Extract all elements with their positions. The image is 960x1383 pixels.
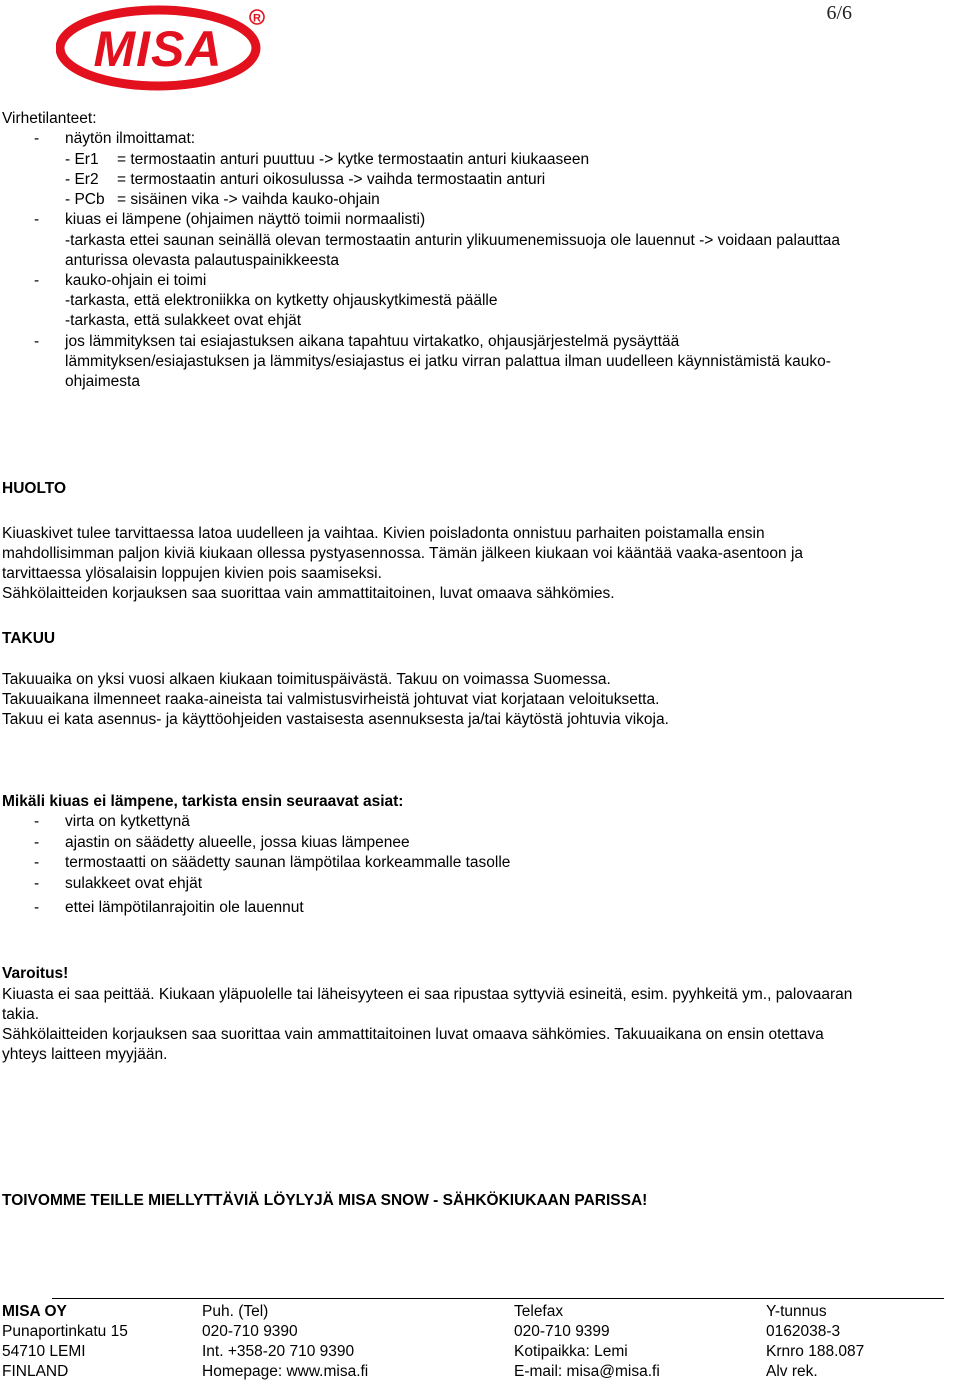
trade-register-number: Krnro 188.087 [766, 1343, 865, 1360]
svg-text:R: R [253, 12, 261, 25]
checklist-item: ettei lämpötilanrajoitin ole lauennut [65, 899, 304, 916]
faults-heading: Virhetilanteet: [2, 110, 97, 127]
warning-text: Sähkölaitteiden korjauksen saa suorittaa vain ammattitaitoinen luvat omaava sähkömies. Takuuaikana on ensin otettava [2, 1026, 824, 1043]
phone-international: Int. +358-20 710 9390 [202, 1343, 355, 1360]
business-id: 0162038-3 [766, 1323, 841, 1340]
page-number: 6/6 [826, 2, 852, 24]
bullet-dash: - [34, 211, 40, 228]
bullet-dash: - [34, 130, 40, 147]
service-text: Sähkölaitteiden korjauksen saa suorittaa vain ammattitaitoinen, luvat omaava sähkömies. [2, 585, 615, 602]
bullet-dash: - [34, 272, 40, 289]
warranty-text: Takuuaika on yksi vuosi alkaen kiukaan toimituspäivästä. Takuu on voimassa Suomessa. [2, 671, 611, 688]
bullet-dash: - [34, 333, 40, 350]
homepage: Homepage: www.misa.fi [202, 1363, 369, 1380]
service-text: Kiuaskivet tulee tarvittaessa latoa uudelleen ja vaihtaa. Kivien poisladonta onnistuu parhaiten poistamalla ensin [2, 525, 765, 542]
fax-number: 020-710 9399 [514, 1323, 610, 1340]
business-id-label: Y-tunnus [766, 1303, 827, 1320]
warning-heading: Varoitus! [2, 965, 69, 982]
domicile: Kotipaikka: Lemi [514, 1343, 628, 1360]
power-cut-line: ohjaimesta [65, 373, 140, 390]
power-cut-line: jos lämmityksen tai esiajastuksen aikana tapahtuu virtakatko, ohjausjärjestelmä pysäyttää [65, 333, 680, 350]
bullet-dash: - [34, 854, 40, 871]
service-heading: HUOLTO [2, 480, 67, 497]
address-street: Punaportinkatu 15 [2, 1323, 128, 1340]
misa-logo [56, 4, 270, 100]
checklist-heading: Mikäli kiuas ei lämpene, tarkista ensin seuraavat asiat: [2, 793, 404, 810]
service-text: tarvittaessa ylösalaisin loppujen kivien pois saamiseksi. [2, 565, 382, 582]
power-cut-line: lämmityksen/esiajastuksen ja lämmitys/esiajastus ei jatku virran palattua ilman uudelleen käynnistämistä kauko- [65, 353, 831, 370]
error-description: = termostaatin anturi puuttuu -> kytke termostaatin anturi kiukaaseen [117, 151, 590, 168]
error-description: = termostaatin anturi oikosulussa -> vaihda termostaatin anturi [117, 171, 546, 188]
bullet-dash: - [34, 899, 40, 916]
error-description: = sisäinen vika -> vaihda kauko-ohjain [117, 191, 380, 208]
warranty-text: Takuuaikana ilmenneet raaka-aineista tai valmistusvirheistä johtuvat viat korjataan veloituksetta. [2, 691, 660, 708]
vat-registered: Alv rek. [766, 1363, 818, 1380]
warranty-text: Takuu ei kata asennus- ja käyttöohjeiden vastaisesta asennuksesta ja/tai käytöstä johtuvia vikoja. [2, 711, 669, 728]
warning-text: takia. [2, 1006, 40, 1023]
svg-text:MISA: MISA [93, 21, 223, 77]
error-code: - Er1 [65, 151, 99, 168]
checklist-item: virta on kytkettynä [65, 813, 190, 830]
closing-message: TOIVOMME TEILLE MIELLYTTÄVIÄ LÖYLYJÄ MISA SNOW - SÄHKÖKIUKAAN PARISSA! [2, 1192, 648, 1209]
check-sensor-line: -tarkasta ettei saunan seinällä olevan termostaatin anturin ylikuumenemissuoja ole lauennut -> voidaan palauttaa [65, 232, 841, 249]
phone-number: 020-710 9390 [202, 1323, 298, 1340]
fax-label: Telefax [514, 1303, 564, 1320]
company-name: MISA OY [2, 1303, 67, 1320]
footer-divider [52, 1298, 944, 1299]
checklist-item: termostaatti on säädetty saunan lämpötilaa korkeammalle tasolle [65, 854, 511, 871]
check-electronics: -tarkasta, että elektroniikka on kytketty ohjauskytkimestä päälle [65, 292, 498, 309]
bullet-dash: - [34, 875, 40, 892]
heater-not-heating: kiuas ei lämpene (ohjaimen näyttö toimii normaalisti) [65, 211, 426, 228]
email: E-mail: misa@misa.fi [514, 1363, 660, 1380]
error-code: - Er2 [65, 171, 99, 188]
error-code: - PCb [65, 191, 105, 208]
warning-text: Kiuasta ei saa peittää. Kiukaan yläpuolelle tai läheisyyteen ei saa ripustaa syttyviä esineitä, esim. pyyhkeitä ym., palovaaran [2, 986, 853, 1003]
bullet-dash: - [34, 834, 40, 851]
check-sensor-line: anturissa olevasta palautuspainikkeesta [65, 252, 340, 269]
remote-not-working: kauko-ohjain ei toimi [65, 272, 207, 289]
address-country: FINLAND [2, 1363, 69, 1380]
check-fuses: -tarkasta, että sulakkeet ovat ehjät [65, 312, 302, 329]
checklist-item: ajastin on säädetty alueelle, jossa kiuas lämpenee [65, 834, 410, 851]
address-city: 54710 LEMI [2, 1343, 86, 1360]
display-messages-label: näytön ilmoittamat: [65, 130, 196, 147]
checklist-item: sulakkeet ovat ehjät [65, 875, 203, 892]
bullet-dash: - [34, 813, 40, 830]
phone-label: Puh. (Tel) [202, 1303, 269, 1320]
warranty-heading: TAKUU [2, 630, 56, 647]
service-text: mahdollisimman paljon kiviä kiukaan ollessa pystyasennossa. Tämän jälkeen kiukaan voi kääntää vaaka-asentoon ja [2, 545, 804, 562]
warning-text: yhteys laitteen myyjään. [2, 1046, 168, 1063]
